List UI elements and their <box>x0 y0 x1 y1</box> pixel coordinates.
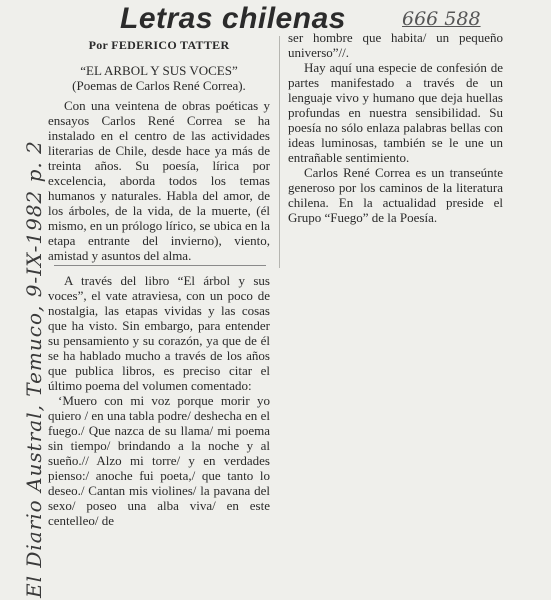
paragraph-separator-rule <box>54 265 266 266</box>
column-divider <box>279 36 280 268</box>
paragraph-commentary: Hay aquí una especie de confesión de partes manifestado a través de un lenguaje vivo y humano que deja huellas profundas en nuestra sensibilidad. Su poesía no sólo enlaza palabras bellas con ideas luminosas, también se le une un entrañable sentimiento. <box>288 60 503 165</box>
handwritten-catalog-number: 666 588 <box>402 8 481 30</box>
poem-quote-ending: ser hombre que habita/ un pequeño universo”//. <box>288 30 503 60</box>
reviewed-work-title: “EL ARBOL Y SUS VOCES” <box>80 63 238 78</box>
byline: Por FEDERICO TATTER <box>88 38 230 52</box>
paragraph-closing: Carlos René Correa es un transeúnte generoso por los caminos de la literatura chilena. En la actualidad preside el Grupo “Fuego” de la Poesía. <box>288 165 503 225</box>
article-left-column <box>48 38 270 528</box>
poem-quote: ‘Muero con mi voz porque morir yo quiero / en una tabla podre/ deshecha en el fuego./ Que nazca de su llama/ mi poema sin tiempo/ brindando a la noche y al sueño.// Alzo mi torre/ y en verdades pienso:/ anoche fui poeta,/ que tanto lo deseo./ Cantan mis violines/ la pavana del sexo/ poseo una alba viva/ en este centelleo/ de <box>48 393 270 528</box>
paragraph-intro: Con una veintena de obras poéticas y ensayos Carlos René Correa se ha instalado en el centro de las actividades literarias de Chile, desde hace ya más de treinta años. Su poesía, lírica por excelencia, aborda todos los temas humanos y naturales. Habla del amor, de los árboles, de la vida, de la muerte, (él mismo, en un prólogo lírico, se ubica en la etapa entrante del invierno), viento, amistad y asuntos del alma. <box>48 98 270 263</box>
handwritten-source-note: El Diario Austral, Temuco, 9-IX-1982 p. 2 <box>22 140 46 598</box>
reviewed-work-subtitle: (Poemas de Carlos René Correa). <box>72 78 246 93</box>
paragraph-analysis: A través del libro “El árbol y sus voces”, el vate atraviesa, con un poco de nostalgia, las etapas vividas y las cosas que ha visto. Sin embargo, para entender su pensamiento y su corazón, ya que de él se ha hablado mucho a través de los años que publica libros, es preciso citar el último poema del volumen comentado: <box>48 273 270 393</box>
article-headline: Letras chilenas <box>120 2 346 35</box>
article-right-column <box>288 30 503 225</box>
